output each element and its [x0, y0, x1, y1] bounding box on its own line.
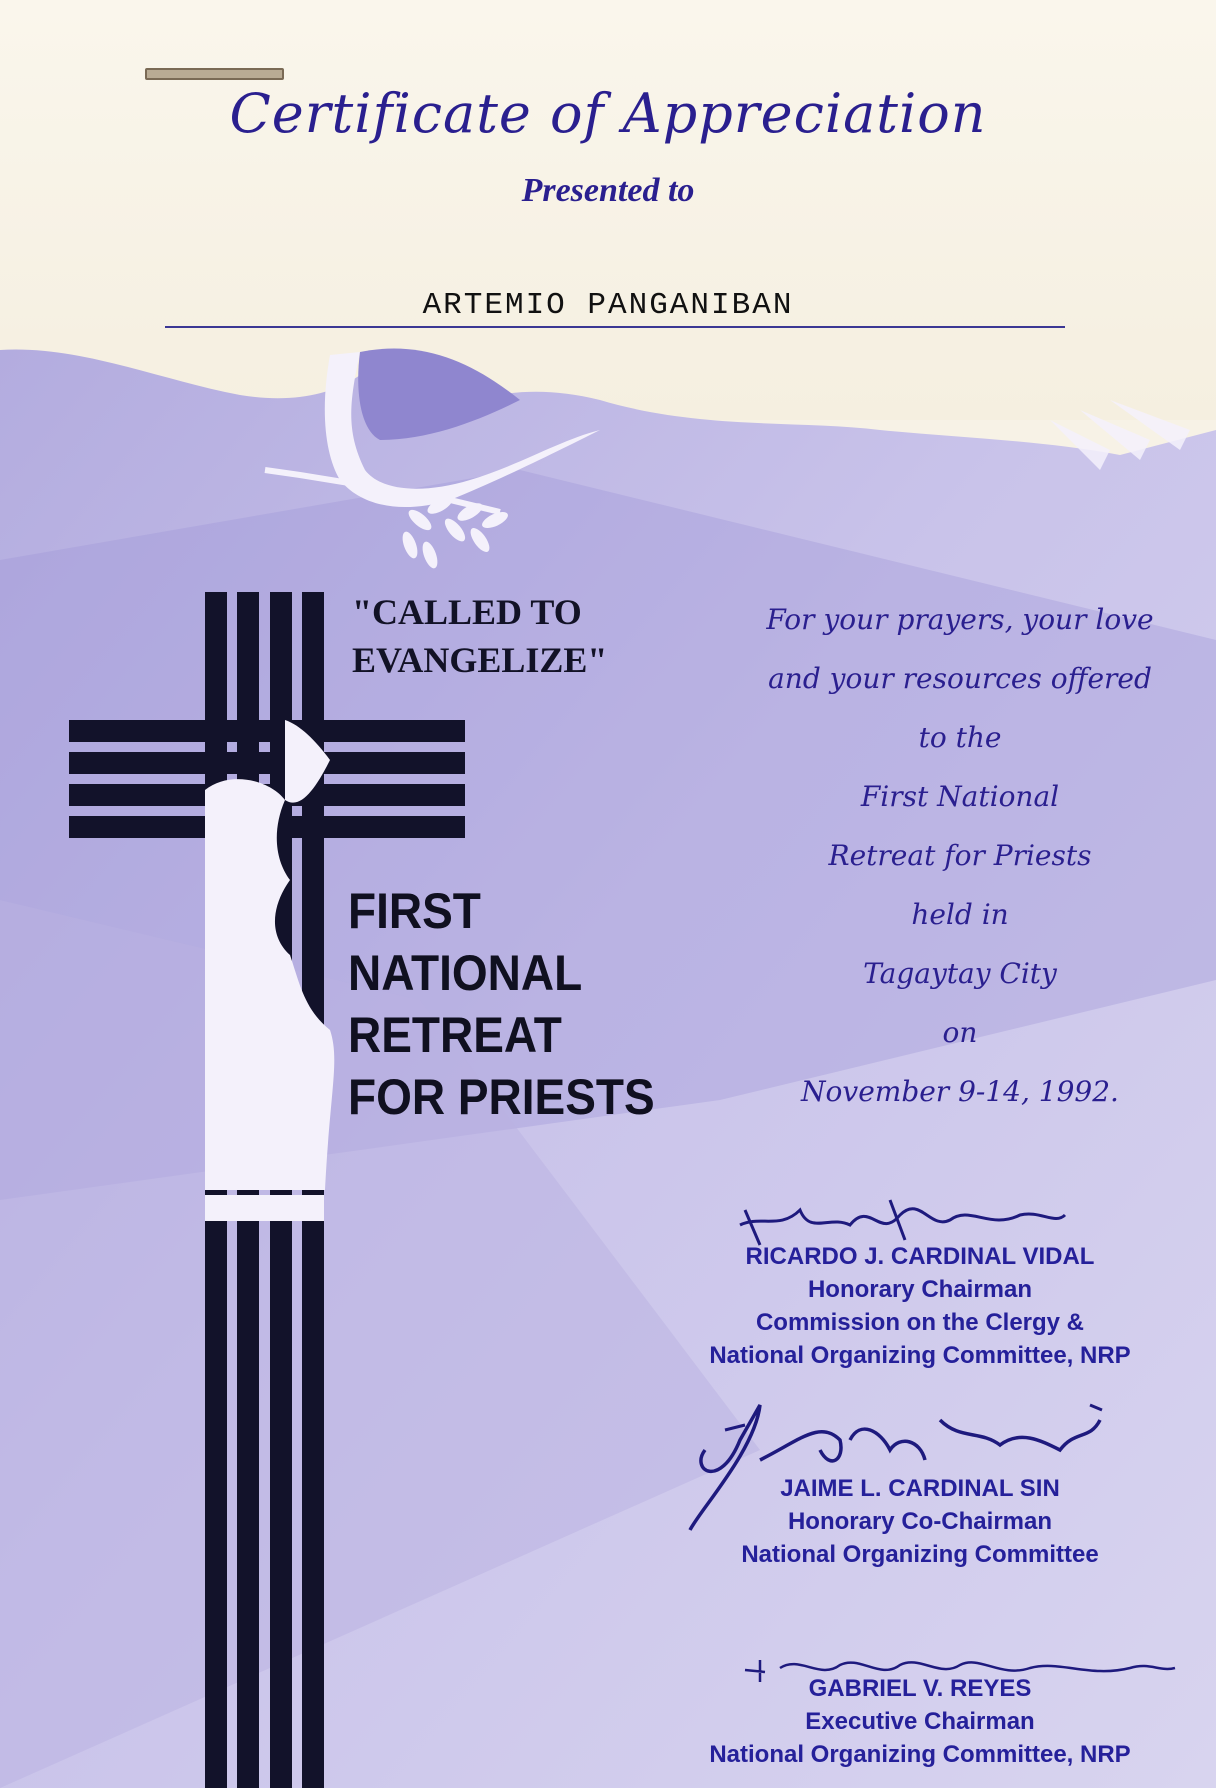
theme-line-1: "CALLED TO: [352, 592, 582, 632]
signatory-title: Commission on the Clergy &: [755, 1309, 1085, 1336]
name-underline: [165, 326, 1065, 328]
signatory-name: JAIME L. CARDINAL SIN: [780, 1475, 1060, 1502]
message-line: and your resources offered: [768, 662, 1152, 695]
staple: [145, 68, 284, 80]
event-line-1: FIRST: [348, 883, 481, 939]
signatory-title: Honorary Co-Chairman: [787, 1508, 1053, 1535]
signatory-title: National Organizing Committee, NRP: [709, 1342, 1131, 1369]
appreciation-message: [740, 590, 1180, 1121]
signatory-name: GABRIEL V. REYES: [808, 1675, 1032, 1702]
signatory-name: RICARDO J. CARDINAL VIDAL: [745, 1243, 1095, 1270]
message-line: Retreat for Priests: [828, 839, 1092, 872]
signatory-sin: [660, 1472, 1180, 1571]
recipient-name: ARTEMIO PANGANIBAN: [422, 288, 794, 323]
signatory-title: National Organizing Committee: [741, 1541, 1099, 1568]
signatory-title: Honorary Chairman: [807, 1276, 1033, 1303]
message-line: on: [942, 1016, 978, 1049]
presented-to-label: Presented to: [521, 172, 695, 209]
certificate-title: Certificate of Appreciation: [229, 82, 987, 145]
event-line-3: RETREAT: [348, 1007, 562, 1063]
event-title: [348, 880, 698, 1128]
message-line: Tagaytay City: [863, 957, 1057, 990]
signatory-title: Executive Chairman: [805, 1708, 1035, 1735]
signatory-reyes: [660, 1672, 1180, 1771]
theme-line-2: EVANGELIZE": [352, 640, 608, 680]
signatory-title: National Organizing Committee, NRP: [709, 1741, 1131, 1768]
message-line: For your prayers, your love: [766, 603, 1154, 636]
message-line: First National: [860, 780, 1060, 813]
message-line: November 9-14, 1992.: [801, 1075, 1119, 1108]
event-line-4: FOR PRIESTS: [348, 1069, 655, 1125]
theme-slogan: [352, 588, 712, 684]
event-line-2: NATIONAL: [348, 945, 583, 1001]
message-line: held in: [911, 898, 1009, 931]
signatory-vidal: [660, 1240, 1180, 1372]
message-line: to the: [918, 721, 1002, 754]
